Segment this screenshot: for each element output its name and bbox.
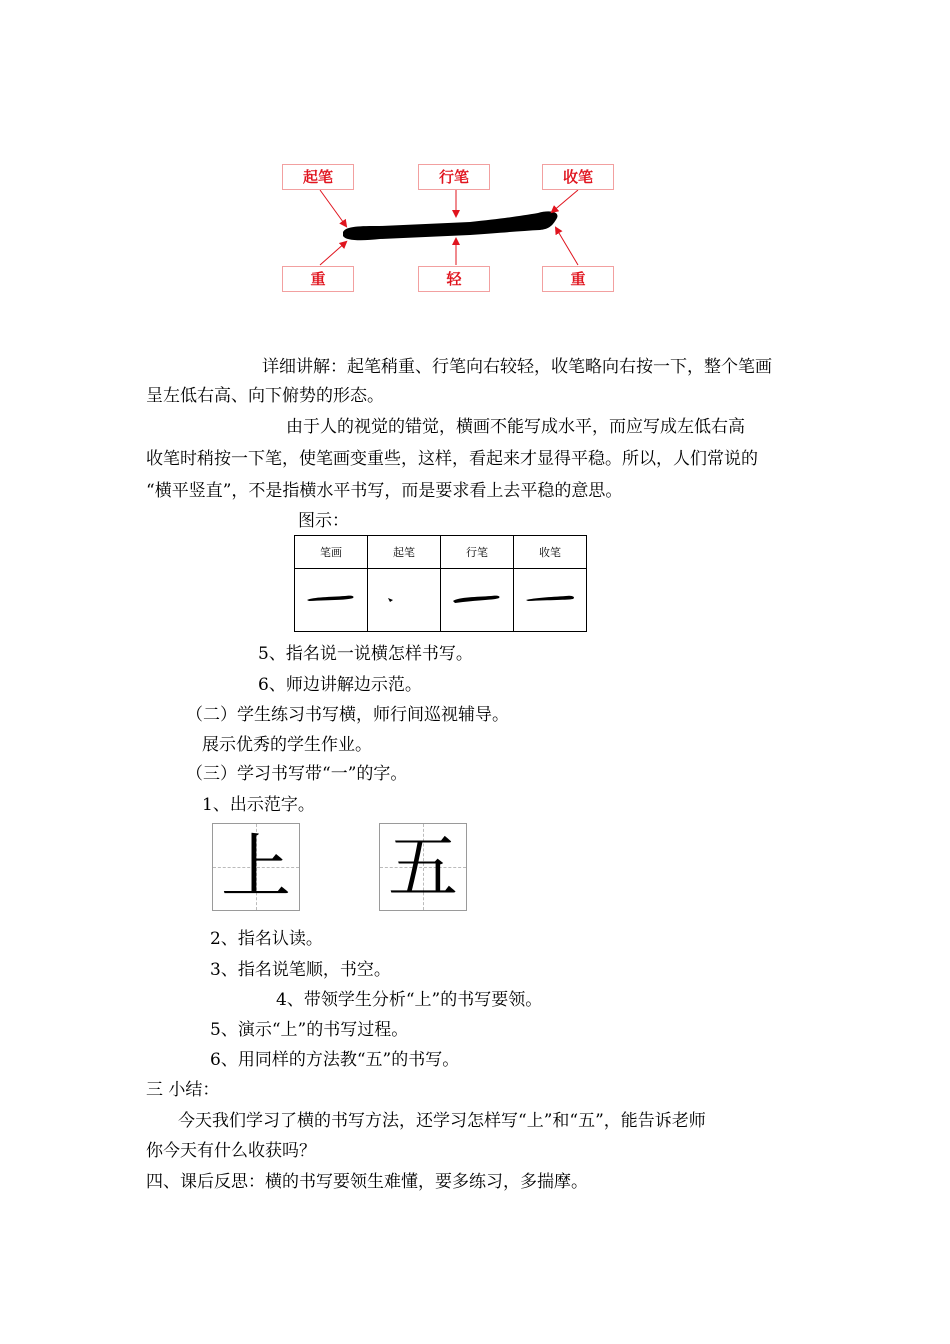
summary-line-2: 你今天有什么收获吗？ (146, 1141, 316, 1161)
step-b-5: 5、演示“上”的书写过程。 (210, 1020, 409, 1040)
sample-char-box-wu (379, 823, 467, 911)
step-6: 6、师边讲解边示范。 (258, 675, 422, 695)
reflection: 四、课后反思：横的书写要领生难懂，要多练习，多揣摩。 (146, 1172, 588, 1192)
reason-line-3: “横平竖直”，不是指横水平书写，而是要求看上去平稳的意思。 (146, 481, 623, 501)
sample-char-box-shang (212, 823, 300, 911)
stroke-start-image (368, 569, 441, 632)
section-3-heading: （三）学习书写带“一”的字。 (186, 764, 408, 784)
label-zhong-right: 重 (542, 266, 614, 292)
summary-line-1: 今天我们学习了横的书写方法，还学习怎样写“上”和“五”，能告诉老师 (178, 1111, 706, 1131)
stroke-end-image (514, 569, 587, 632)
table-header-shoubi: 收笔 (514, 536, 587, 569)
sample-char-wu: 五 (388, 826, 458, 908)
figure-caption: 图示： (298, 511, 349, 531)
step-show-characters: 1、出示范字。 (202, 795, 315, 815)
reason-line-2: 收笔时稍按一下笔，使笔画变重些，这样，看起来才显得平稳。所以，人们常说的 (146, 449, 758, 469)
table-header-xingbi: 行笔 (441, 536, 514, 569)
label-qing: 轻 (418, 266, 490, 292)
table-header-bihua: 笔画 (295, 536, 368, 569)
step-b-3: 3、指名说笔顺，书空。 (210, 960, 391, 980)
reason-line-1: 由于人的视觉的错觉，横画不能写成水平，而应写成左低右高 (286, 417, 745, 437)
heng-stroke-shape (343, 211, 557, 240)
step-b-4: 4、带领学生分析“上”的书写要领。 (276, 990, 543, 1010)
step-b-6: 6、用同样的方法教“五”的书写。 (210, 1050, 460, 1070)
summary-title: 三 小结： (146, 1080, 220, 1100)
section-2-sub: 展示优秀的学生作业。 (202, 735, 372, 755)
stroke-full-image (295, 569, 368, 632)
label-qibi: 起笔 (282, 164, 354, 190)
label-zhong-left: 重 (282, 266, 354, 292)
sample-char-shang: 上 (221, 826, 291, 908)
section-2-heading: （二）学生练习书写横，师行间巡视辅导。 (186, 705, 509, 725)
explain-line-2: 呈左低右高、向下俯势的形态。 (146, 386, 384, 406)
step-5: 5、指名说一说横怎样书写。 (258, 644, 473, 664)
explain-line-1: 详细讲解：起笔稍重、行笔向右较轻，收笔略向右按一下，整个笔画 (262, 357, 772, 377)
step-b-2: 2、指名认读。 (210, 929, 323, 949)
stroke-middle-image (441, 569, 514, 632)
label-xingbi: 行笔 (418, 164, 490, 190)
label-shoubi: 收笔 (542, 164, 614, 190)
table-header-qibi: 起笔 (368, 536, 441, 569)
stroke-stage-table (294, 535, 587, 632)
